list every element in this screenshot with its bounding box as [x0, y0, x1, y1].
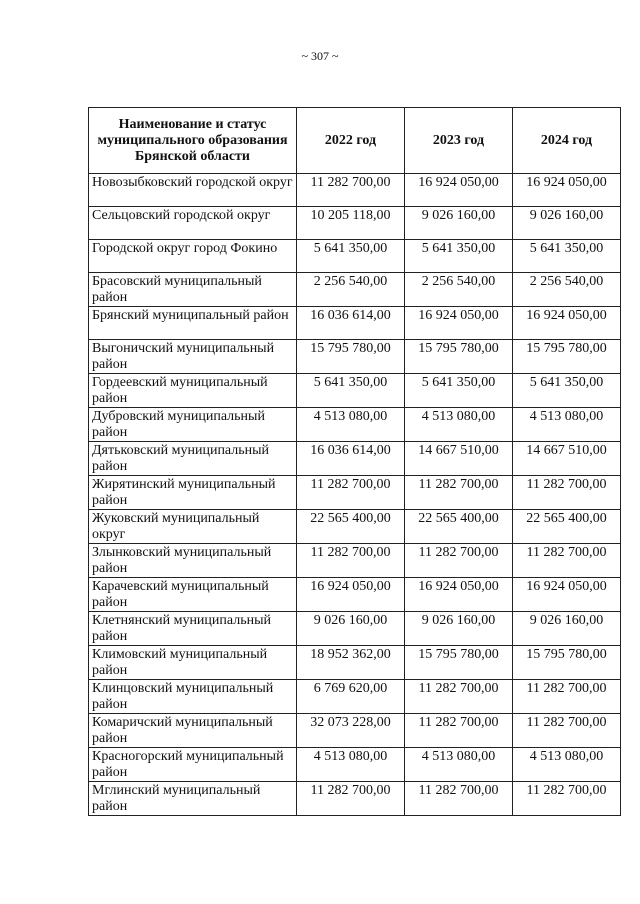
cell-name: Дубровский муниципальный район	[89, 408, 297, 442]
table-row	[89, 240, 621, 273]
cell-name: Мглинский муниципальный район	[89, 782, 297, 816]
cell-value-2022: 11 282 700,00	[297, 476, 405, 510]
cell-value-2023: 15 795 780,00	[405, 340, 513, 374]
cell-name: Брасовский муниципальный район	[89, 273, 297, 307]
table-row	[89, 510, 621, 544]
cell-value-2023: 11 282 700,00	[405, 714, 513, 748]
cell-value-2022: 22 565 400,00	[297, 510, 405, 544]
cell-value-2024: 11 282 700,00	[513, 714, 621, 748]
cell-value-2022: 2 256 540,00	[297, 273, 405, 307]
cell-value-2023: 11 282 700,00	[405, 476, 513, 510]
cell-name: Климовский муниципальный район	[89, 646, 297, 680]
cell-value-2024: 9 026 160,00	[513, 207, 621, 240]
cell-value-2022: 32 073 228,00	[297, 714, 405, 748]
header-row	[89, 108, 621, 174]
cell-value-2023: 5 641 350,00	[405, 374, 513, 408]
table-row	[89, 748, 621, 782]
table-row	[89, 782, 621, 816]
cell-value-2022: 15 795 780,00	[297, 340, 405, 374]
cell-value-2023: 14 667 510,00	[405, 442, 513, 476]
cell-value-2024: 5 641 350,00	[513, 240, 621, 273]
cell-value-2023: 11 282 700,00	[405, 782, 513, 816]
cell-name: Брянский муниципальный район	[89, 307, 297, 340]
header-name: Наименование и статус муниципального образования Брянской области	[89, 108, 297, 174]
cell-value-2022: 9 026 160,00	[297, 612, 405, 646]
header-2022: 2022 год	[297, 108, 405, 174]
cell-name: Карачевский муниципальный район	[89, 578, 297, 612]
cell-value-2023: 2 256 540,00	[405, 273, 513, 307]
table-row	[89, 476, 621, 510]
table-row	[89, 207, 621, 240]
cell-value-2024: 15 795 780,00	[513, 340, 621, 374]
table-row	[89, 340, 621, 374]
cell-value-2024: 15 795 780,00	[513, 646, 621, 680]
cell-value-2022: 6 769 620,00	[297, 680, 405, 714]
cell-value-2024: 22 565 400,00	[513, 510, 621, 544]
cell-value-2022: 11 282 700,00	[297, 544, 405, 578]
cell-value-2022: 5 641 350,00	[297, 374, 405, 408]
cell-name: Клинцовский муниципальный район	[89, 680, 297, 714]
cell-value-2024: 11 282 700,00	[513, 680, 621, 714]
table-row	[89, 646, 621, 680]
cell-value-2023: 9 026 160,00	[405, 207, 513, 240]
cell-name: Красногорский муниципальный район	[89, 748, 297, 782]
table-row	[89, 408, 621, 442]
cell-value-2024: 11 282 700,00	[513, 782, 621, 816]
cell-value-2022: 16 036 614,00	[297, 307, 405, 340]
cell-value-2022: 11 282 700,00	[297, 782, 405, 816]
cell-value-2024: 9 026 160,00	[513, 612, 621, 646]
cell-value-2023: 15 795 780,00	[405, 646, 513, 680]
cell-value-2024: 16 924 050,00	[513, 578, 621, 612]
cell-value-2023: 4 513 080,00	[405, 748, 513, 782]
cell-value-2024: 4 513 080,00	[513, 408, 621, 442]
cell-value-2024: 2 256 540,00	[513, 273, 621, 307]
cell-value-2022: 16 924 050,00	[297, 578, 405, 612]
cell-value-2023: 4 513 080,00	[405, 408, 513, 442]
cell-name: Комаричский муниципальный район	[89, 714, 297, 748]
table-header	[89, 108, 621, 174]
cell-name: Клетнянский муниципальный район	[89, 612, 297, 646]
table-row	[89, 714, 621, 748]
cell-value-2022: 4 513 080,00	[297, 748, 405, 782]
table-row	[89, 174, 621, 207]
page-number: ~ 307 ~	[301, 49, 339, 63]
cell-value-2023: 16 924 050,00	[405, 578, 513, 612]
table-row	[89, 544, 621, 578]
cell-value-2024: 16 924 050,00	[513, 174, 621, 207]
municipal-funding-table	[88, 107, 621, 816]
cell-value-2024: 14 667 510,00	[513, 442, 621, 476]
cell-name: Выгоничский муниципальный район	[89, 340, 297, 374]
cell-value-2024: 5 641 350,00	[513, 374, 621, 408]
cell-value-2022: 4 513 080,00	[297, 408, 405, 442]
cell-value-2024: 4 513 080,00	[513, 748, 621, 782]
header-2023: 2023 год	[405, 108, 513, 174]
table-row	[89, 442, 621, 476]
table-row	[89, 612, 621, 646]
cell-name: Новозыбковский городской округ	[89, 174, 297, 207]
cell-value-2024: 11 282 700,00	[513, 476, 621, 510]
table-row	[89, 273, 621, 307]
cell-value-2023: 11 282 700,00	[405, 680, 513, 714]
cell-value-2023: 5 641 350,00	[405, 240, 513, 273]
cell-name: Злынковский муниципальный район	[89, 544, 297, 578]
cell-value-2023: 16 924 050,00	[405, 307, 513, 340]
cell-value-2023: 9 026 160,00	[405, 612, 513, 646]
cell-value-2022: 18 952 362,00	[297, 646, 405, 680]
cell-name: Сельцовский городской округ	[89, 207, 297, 240]
cell-value-2022: 16 036 614,00	[297, 442, 405, 476]
cell-value-2022: 5 641 350,00	[297, 240, 405, 273]
cell-value-2024: 16 924 050,00	[513, 307, 621, 340]
cell-name: Дятьковский муниципальный район	[89, 442, 297, 476]
header-2024: 2024 год	[513, 108, 621, 174]
table-row	[89, 578, 621, 612]
table-row	[89, 680, 621, 714]
table-row	[89, 374, 621, 408]
cell-value-2023: 11 282 700,00	[405, 544, 513, 578]
table-row	[89, 307, 621, 340]
cell-value-2023: 22 565 400,00	[405, 510, 513, 544]
cell-name: Жирятинский муниципальный район	[89, 476, 297, 510]
cell-name: Городской округ город Фокино	[89, 240, 297, 273]
cell-value-2024: 11 282 700,00	[513, 544, 621, 578]
cell-value-2022: 11 282 700,00	[297, 174, 405, 207]
cell-value-2022: 10 205 118,00	[297, 207, 405, 240]
cell-name: Гордеевский муниципальный район	[89, 374, 297, 408]
cell-value-2023: 16 924 050,00	[405, 174, 513, 207]
table-body	[89, 174, 621, 816]
cell-name: Жуковский муниципальный округ	[89, 510, 297, 544]
